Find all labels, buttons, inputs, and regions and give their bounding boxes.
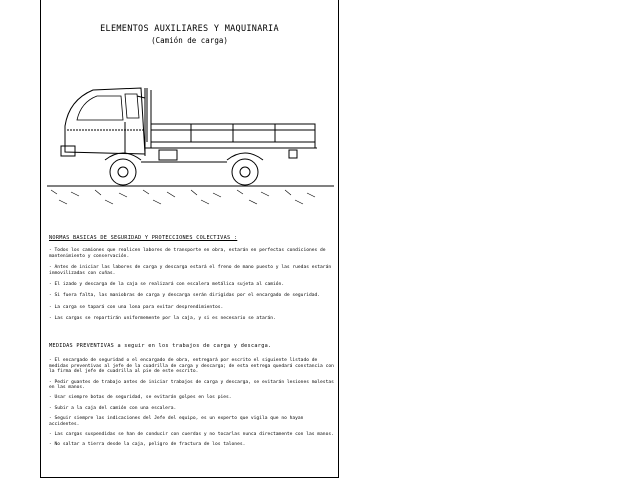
list-item: - El encargado de seguridad o el encargado de obra, entregará por escrito el siguiente listado de medidas preventivas al jefe de la cuadrilla de carga y descarga; de esta entrega quedará constancia con la firma del jefe de cuadrilla al pie de este escrito. [49,358,334,375]
list-item: - Las cargas se repartirán uniformemente por la caja, y si es necesario se atarán. [49,316,276,322]
list-item: - La carga se tapará con una lona para evitar desprendimientos. [49,304,224,310]
list-item: - Si fuera falta, las maniobras de carga y descarga serán dirigidas por el encargado de seguridad. [49,293,321,299]
list-item: - Pedir guantes de trabajo antes de iniciar trabajos de carga y descarga, se evitarán lesiones molestas en las manos. [49,379,334,391]
section-preventive-measures [49,344,335,448]
section-heading: MEDIDAS PREVENTIVAS a seguir en los trabajos de carga y descarga. [49,343,272,349]
list-item: - Antes de iniciar las labores de carga y descarga estará el freno de mano puesto y las ruedas estarán inmovilizadas con cuñas. [49,265,332,276]
section-heading: NORMAS BASICAS DE SEGURIDAD Y PROTECCIONES COLECTIVAS : [49,235,238,241]
truck-drawing [41,66,340,226]
page-title: ELEMENTOS AUXILIARES Y MAQUINARIA [100,24,279,34]
list-item: - Las cargas suspendidas se han de conducir con cuerdas y no tocarlas nunca directamente con las manos. [49,432,334,438]
document-sheet [40,0,339,478]
list-item: - No saltar a tierra desde la caja, peligro de fractura de los talones. [49,442,246,448]
list-item: - Seguir siempre las indicaciones del Jefe del equipo, es un experto que vigila que no hayan accidentes. [49,416,304,427]
list-item: - Todos los camiones que realicen labores de transporte en obra, estarán en perfectas condiciones de mantenimiento y conservación. [49,248,326,259]
list-item: - Usar siempre botas de seguridad, se evitarán golpes en los pies. [49,395,232,401]
section-safety-rules [49,236,335,322]
list-item: - El izado y descarga de la caja se realizará con escalera metálica sujeta al camión. [49,282,285,288]
page-subtitle: (Camión de carga) [151,36,228,45]
list-item: - Subir a la caja del camión con una escalera. [49,405,177,411]
